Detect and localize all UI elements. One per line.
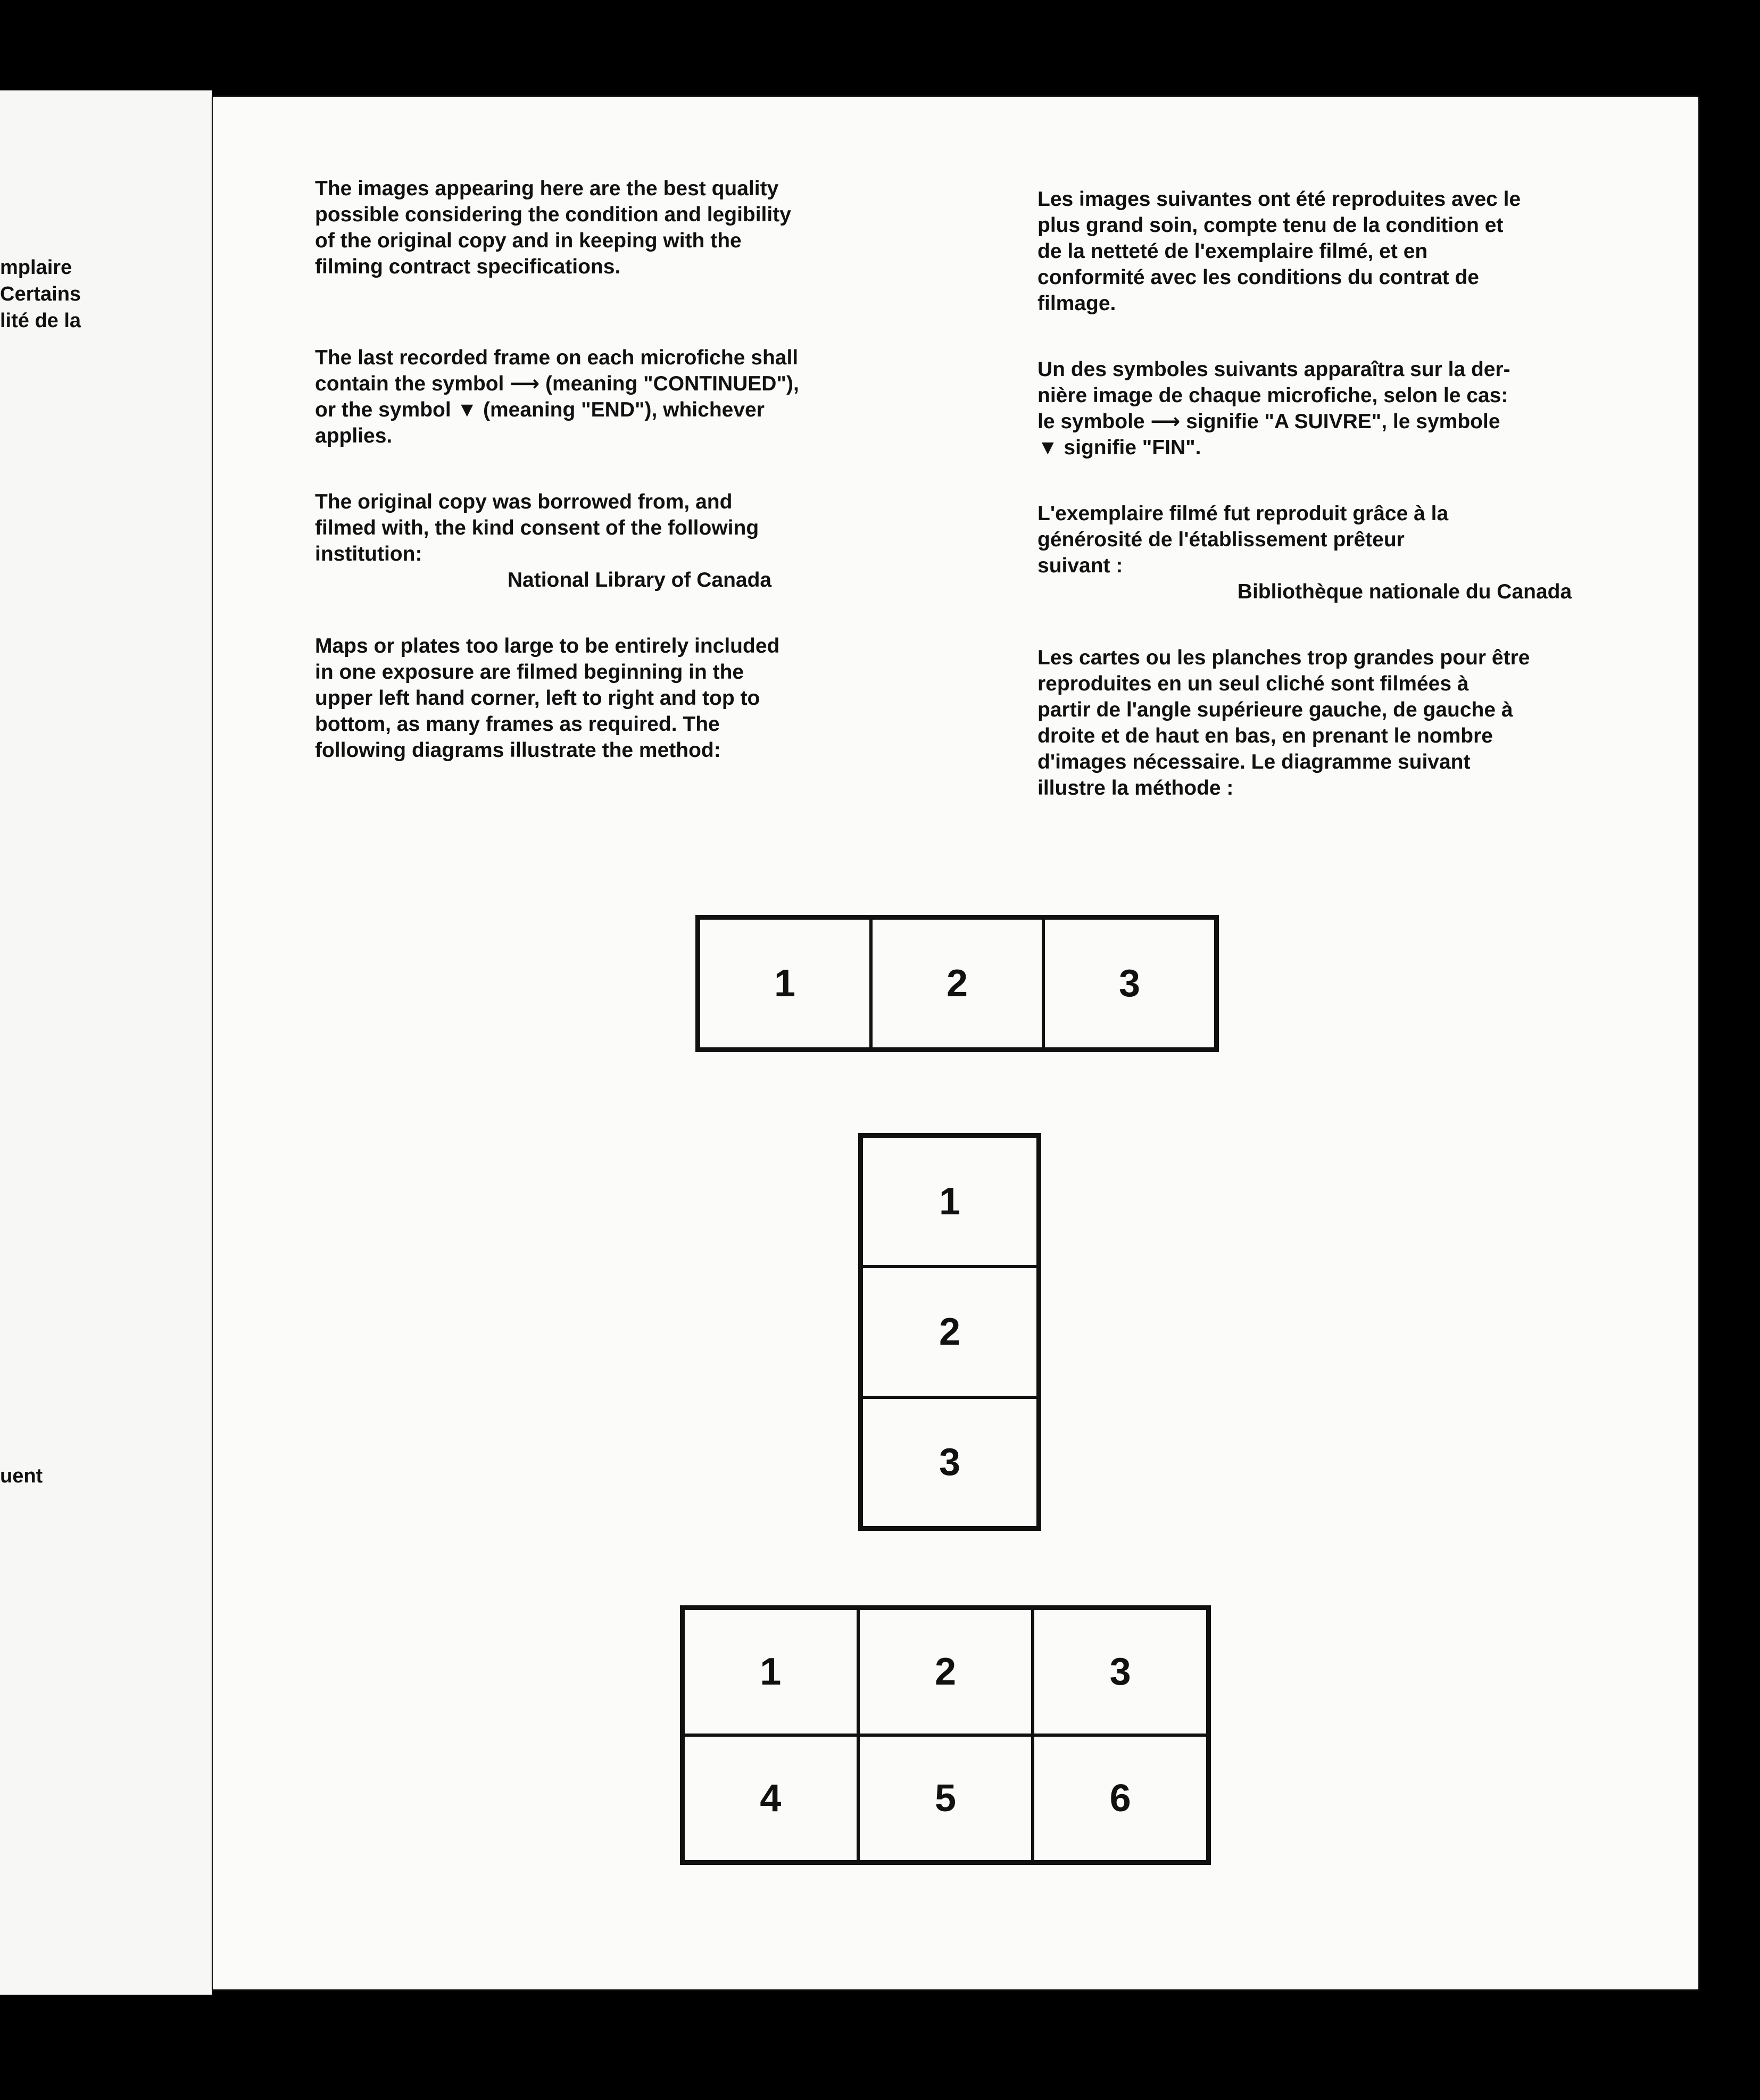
english-paragraph-institution: The original copy was borrowed from, and filmed with, the kind consent of the following institution: (315, 490, 759, 565)
french-institution-name: Bibliothèque nationale du Canada (1237, 580, 1572, 603)
diagram-vertical (858, 1133, 1041, 1531)
fragment-text: Certains (0, 283, 81, 305)
diagram-frame: 5 (858, 1735, 1033, 1862)
english-paragraph-maps: Maps or plates too large to be entirely included in one exposure are filmed beginning in the upper left hand corner, left to right and top to bottom, as many frames as required. The following diagrams illustrate the method: (315, 635, 780, 762)
document-page (213, 97, 1698, 1989)
fragment-text: lité de la (0, 310, 81, 332)
diagram-frame: 2 (861, 1266, 1038, 1397)
french-paragraph-symbols: Un des symboles suivants apparaîtra sur la der- nière image de chaque microfiche, selon le cas: le symbole ⟶ signifie "A SUIVRE", le symbole ▼ signifie "FIN". (1037, 358, 1510, 459)
diagram-frame: 4 (683, 1735, 858, 1862)
adjacent-page (0, 90, 212, 1995)
diagram-frame: 1 (699, 918, 871, 1049)
fragment-text: mplaire (0, 256, 72, 279)
french-paragraph-maps: Les cartes ou les planches trop grandes pour être reproduites en un seul cliché sont filmées à partir de l'angle supérieure gauche, de gauche à droite et de haut en bas, en prenant le nombre d'images nécessaire. Le diagramme suivant illustre la méthode : (1037, 646, 1530, 799)
french-paragraph-quality: Les images suivantes ont été reproduites avec le plus grand soin, compte tenu de la condition et de la netteté de l'exemplaire filmé, et en conformité avec les conditions du contrat de filmage. (1037, 188, 1521, 315)
diagram-frame: 1 (861, 1136, 1038, 1266)
diagram-horizontal (695, 915, 1219, 1052)
diagram-frame: 3 (861, 1397, 1038, 1528)
french-paragraph-institution: L'exemplaire filmé fut reproduit grâce à la générosité de l'établissement prêteur suivant : (1037, 502, 1449, 577)
english-paragraph-symbols: The last recorded frame on each microfiche shall contain the symbol ⟶ (meaning "CONTINUED"), or the symbol ▼ (meaning "END"), whichever applies. (315, 346, 799, 447)
diagram-frame: 6 (1033, 1735, 1208, 1862)
fragment-text: uent (0, 1465, 43, 1487)
english-paragraph-quality: The images appearing here are the best quality possible considering the condition and legibility of the original copy and in keeping with the filming contract specifications. (315, 177, 791, 278)
diagram-frame: 2 (871, 918, 1043, 1049)
diagram-frame: 1 (683, 1609, 858, 1735)
diagram-grid (680, 1605, 1211, 1865)
english-institution-name: National Library of Canada (507, 569, 772, 591)
french-column (1037, 186, 1676, 801)
diagram-frame: 2 (858, 1609, 1033, 1735)
diagram-frame: 3 (1043, 918, 1216, 1049)
diagram-frame: 3 (1033, 1609, 1208, 1735)
english-column (315, 176, 921, 763)
